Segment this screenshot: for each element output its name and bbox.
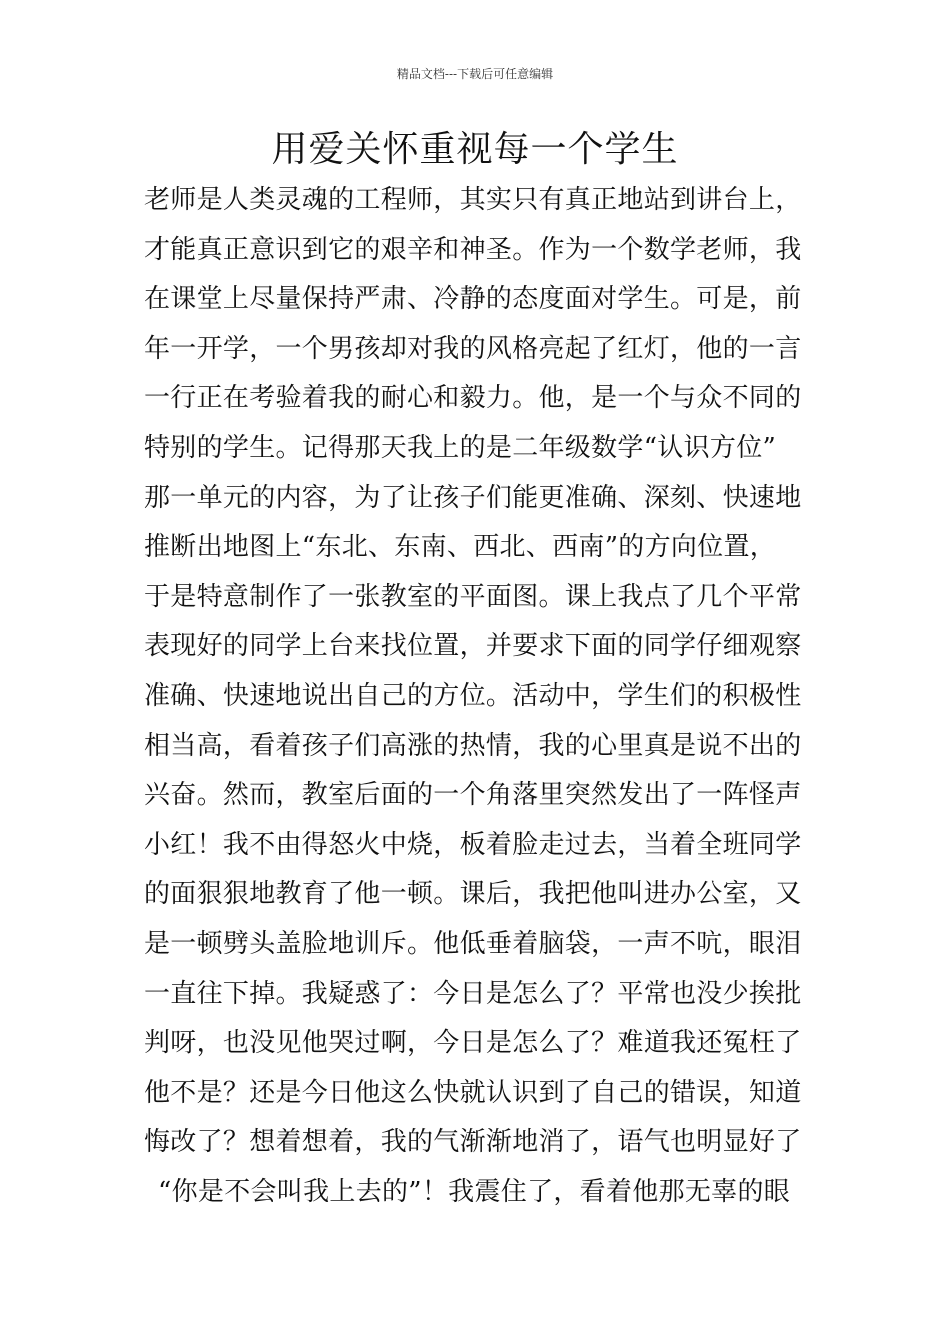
body-line: 一行正在考验着我的耐心和毅力。他，是一个与众不同的 (144, 383, 802, 414)
body-line: 才能真正意识到它的艰辛和神圣。作为一个数学老师，我 (144, 234, 802, 265)
document-title: 用爱关怀重视每一个学生 (271, 129, 679, 170)
body-line: 小红！我不由得怒火中烧，板着脸走过去，当着全班同学 (144, 829, 802, 860)
body-line: 那一单元的内容，为了让孩子们能更准确、深刻、快速地 (144, 482, 802, 513)
body-line: 老师是人类灵魂的工程师，其实只有真正地站到讲台上， (144, 185, 802, 215)
body-line: 是一顿劈头盖脸地训斥。他低垂着脑袋，一声不吭，眼泪 (144, 928, 802, 959)
body-line: 他不是？还是今日他这么快就认识到了自己的错误，知道 (144, 1077, 802, 1108)
body-line: 表现好的同学上台来找位置，并要求下面的同学仔细观察 (144, 631, 802, 662)
body-line: “你是不会叫我上去的”！我震住了，看着他那无辜的眼 (158, 1176, 791, 1207)
body-line: 一直往下掉。我疑惑了：今日是怎么了？平常也没少挨批 (144, 978, 802, 1009)
body-line: 兴奋。然而，教室后面的一个角落里突然发出了一阵怪声 (144, 780, 802, 811)
body-line: 推断出地图上“东北、东南、西北、西南”的方向位置， (144, 532, 777, 563)
body-line: 特别的学生。记得那天我上的是二年级数学“认识方位” (144, 432, 777, 463)
body-line: 在课堂上尽量保持严肃、冷静的态度面对学生。可是，前 (144, 284, 802, 315)
body-line: 准确、快速地说出自己的方位。活动中，学生们的积极性 (144, 680, 802, 711)
body-line: 判呀，也没见他哭过啊，今日是怎么了？难道我还冤枉了 (144, 1028, 802, 1059)
body-line: 年一开学，一个男孩却对我的风格亮起了红灯，他的一言 (144, 333, 802, 364)
body-line: 于是特意制作了一张教室的平面图。课上我点了几个平常 (144, 581, 802, 612)
page-header: 精品文档---下载后可任意编辑 (396, 67, 554, 81)
document-body (144, 176, 808, 1217)
body-line: 相当高，看着孩子们高涨的热情，我的心里真是说不出的 (144, 730, 802, 761)
body-line: 的面狠狠地教育了他一顿。课后，我把他叫进办公室，又 (144, 879, 802, 910)
body-line: 悔改了？想着想着，我的气渐渐地消了，语气也明显好了 (144, 1127, 802, 1158)
